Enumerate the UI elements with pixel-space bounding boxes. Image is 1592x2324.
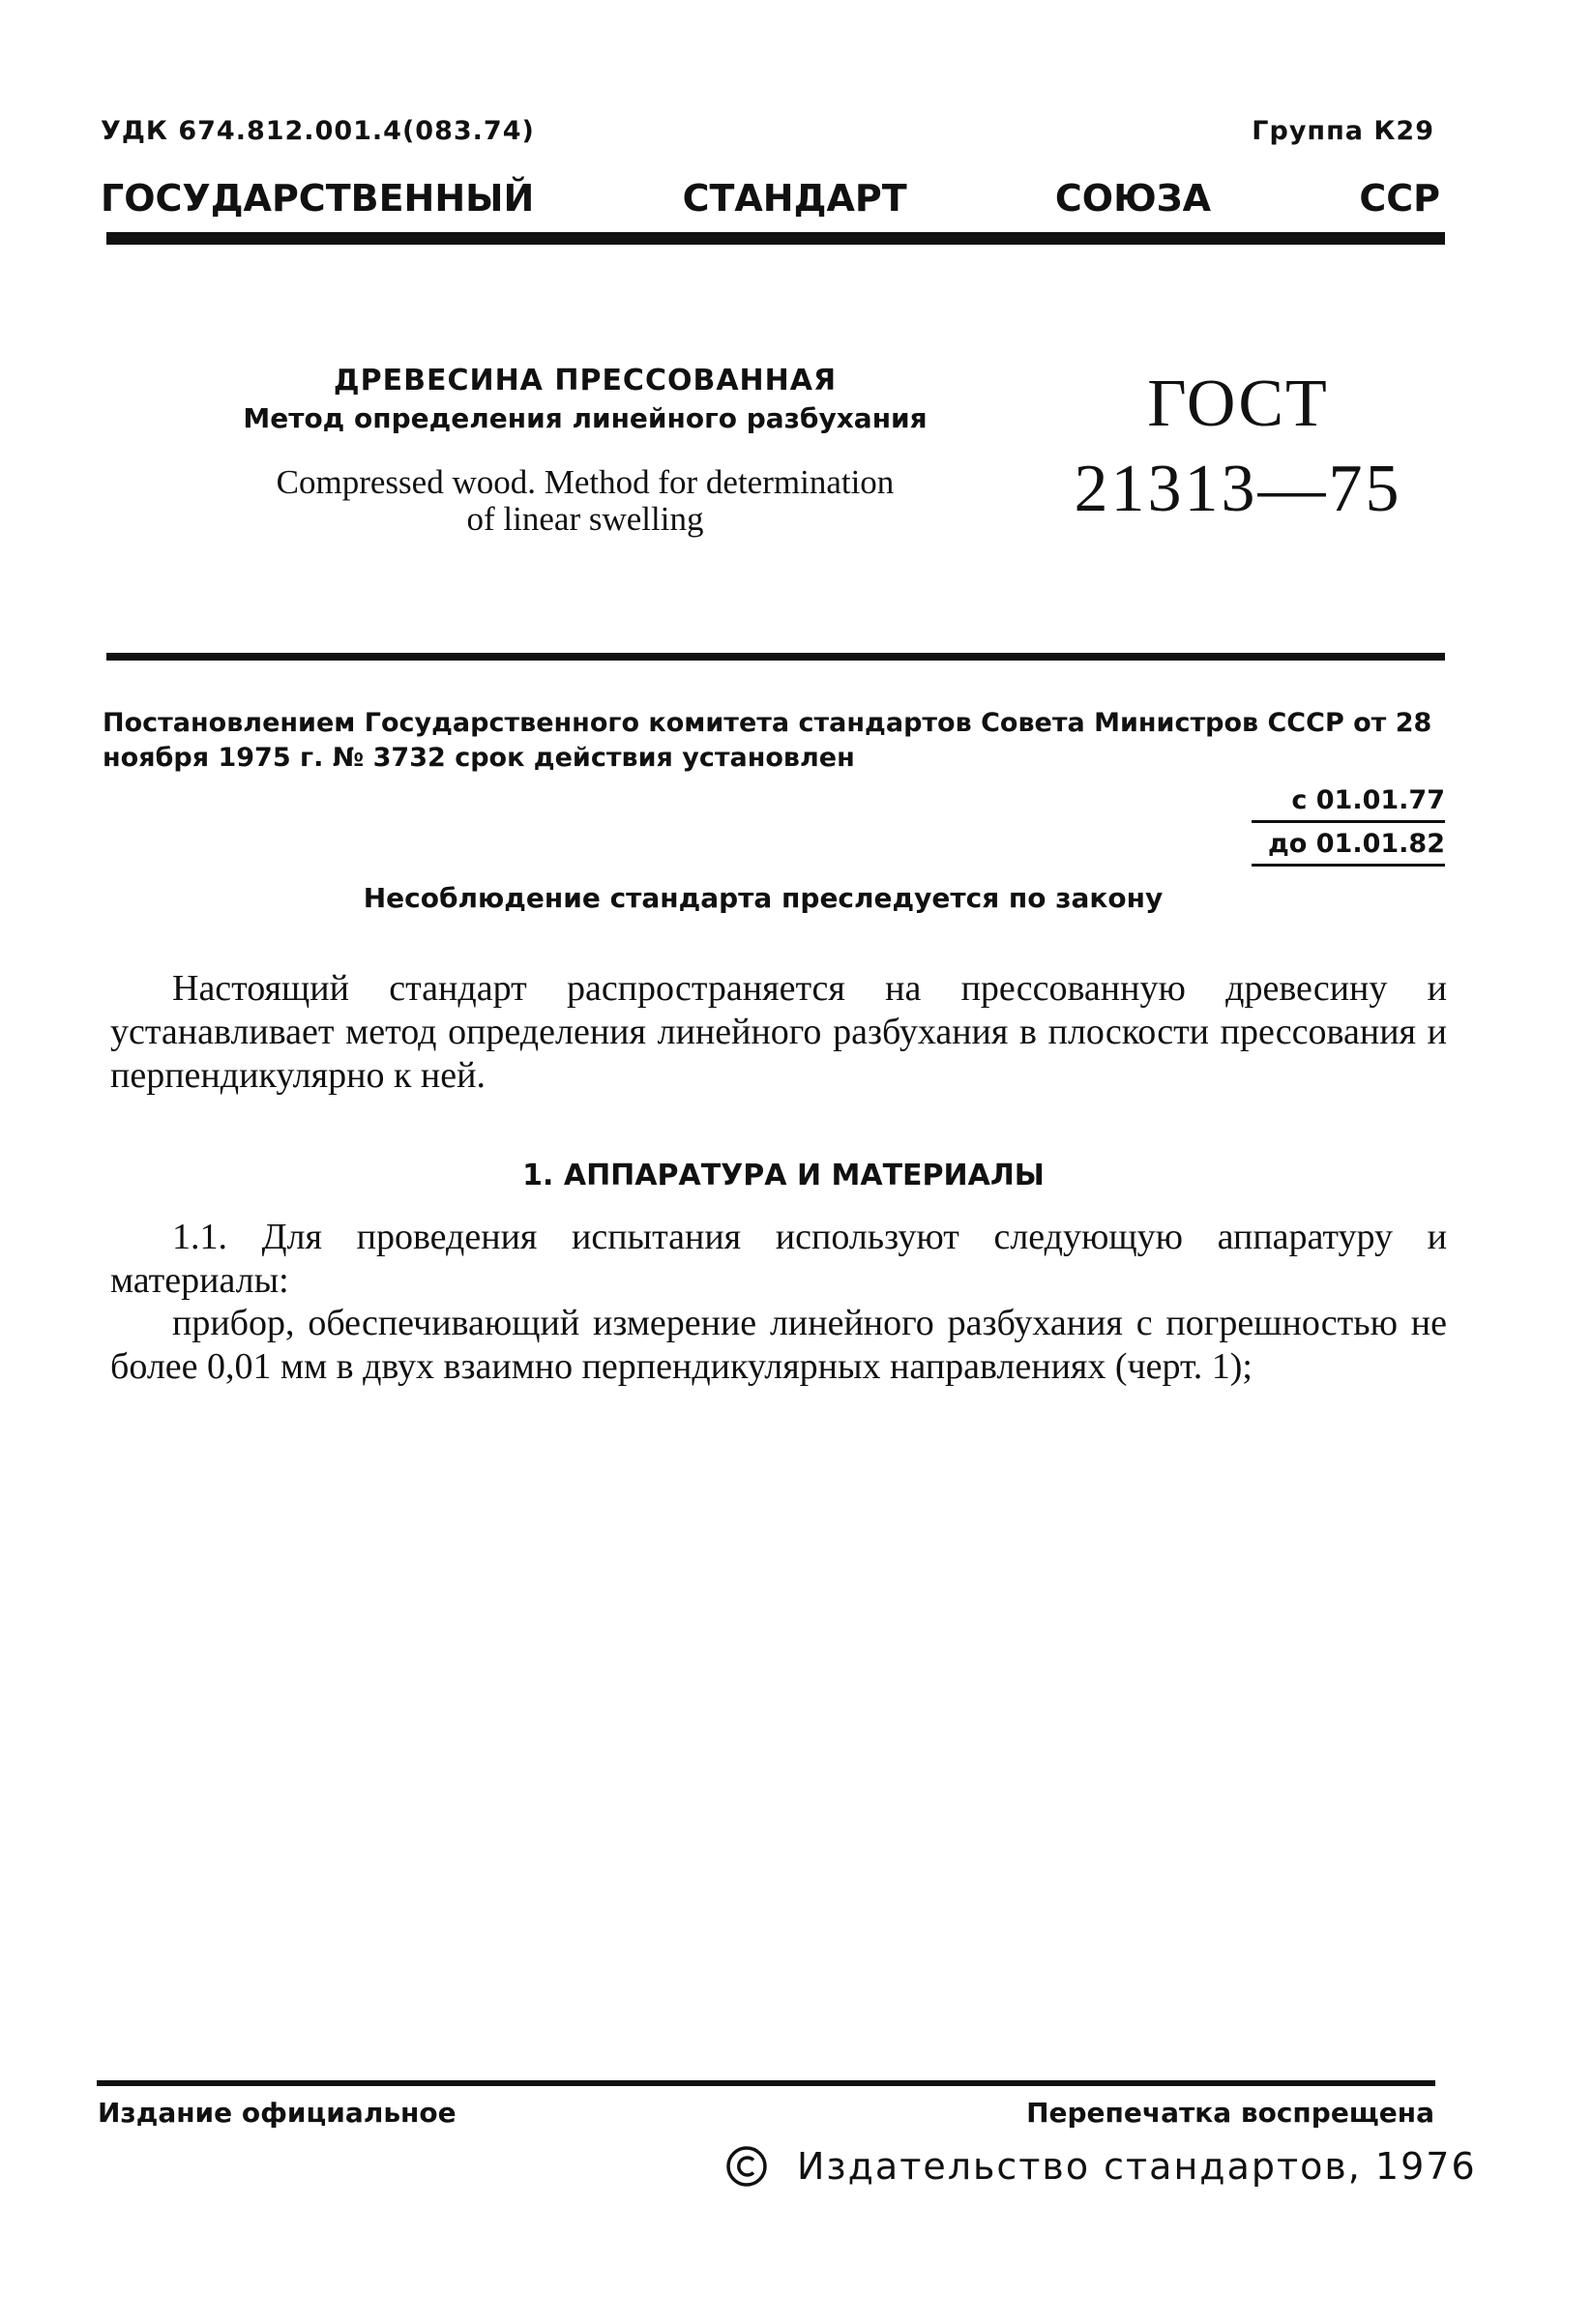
banner-word: СТАНДАРТ — [682, 177, 907, 220]
gost-designation — [1064, 364, 1412, 534]
title-en — [174, 464, 996, 538]
banner-word: ССР — [1359, 177, 1440, 220]
decree-text: Постановлением Государственного комитета стандартов Совета Министров СССР от 28 ноября 1975 г. № 3732 срок действия установлен — [103, 708, 1432, 773]
footer-rule — [97, 2080, 1435, 2086]
title-ru: ДРЕВЕСИНА ПРЕССОВАННАЯ — [333, 364, 838, 397]
gost-label: ГОСТ — [1147, 367, 1329, 441]
group-code: Группа К29 — [1252, 116, 1434, 146]
banner-word: СОЮЗА — [1054, 177, 1212, 220]
title-en-line: of linear swelling — [466, 500, 704, 538]
official-edition: Издание официальное — [98, 2097, 457, 2129]
copyright-icon — [725, 2145, 768, 2188]
banner-word: ГОСУДАРСТВЕННЫЙ — [101, 177, 535, 220]
legal-warning: Несоблюдение стандарта преследуется по закону — [363, 882, 1164, 914]
udk-code: УДК 674.812.001.4(083.74) — [101, 116, 535, 146]
reprint-notice: Перепечатка воспрещена — [1026, 2097, 1434, 2129]
valid-from: с 01.01.77 — [1252, 783, 1445, 823]
title-block — [174, 362, 996, 538]
validity-period — [1252, 783, 1445, 867]
title-rule — [106, 653, 1445, 661]
publisher-text: Издательство стандартов, 1976 — [797, 2145, 1477, 2188]
title-en-line: Compressed wood. Method for determination — [276, 463, 895, 501]
gost-number: 21313—75 — [1074, 452, 1402, 526]
publisher-line — [725, 2145, 1477, 2188]
paragraph-apparatus: прибор, обеспечивающий измерение линейного разбухания с погрешностью не более 0,01 мм в двух взаимно перпендикулярных направлениях (черт. 1); — [110, 1303, 1447, 1387]
header-rule — [106, 232, 1445, 245]
intro-paragraph: Настоящий стандарт распространяется на прессованную древесину и устанавливает метод определения линейного разбухания в плоскости прессования и перпендикулярно к ней. — [110, 968, 1447, 1096]
paragraph-1-1: 1.1. Для проведения испытания используют следующую аппаратуру и материалы: — [110, 1217, 1447, 1301]
valid-to: до 01.01.82 — [1252, 827, 1445, 867]
state-standard-banner — [101, 177, 1440, 220]
subtitle-ru: Метод определения линейного разбухания — [243, 402, 928, 434]
section-heading: 1. АППАРАТУРА И МАТЕРИАЛЫ — [522, 1159, 1045, 1192]
